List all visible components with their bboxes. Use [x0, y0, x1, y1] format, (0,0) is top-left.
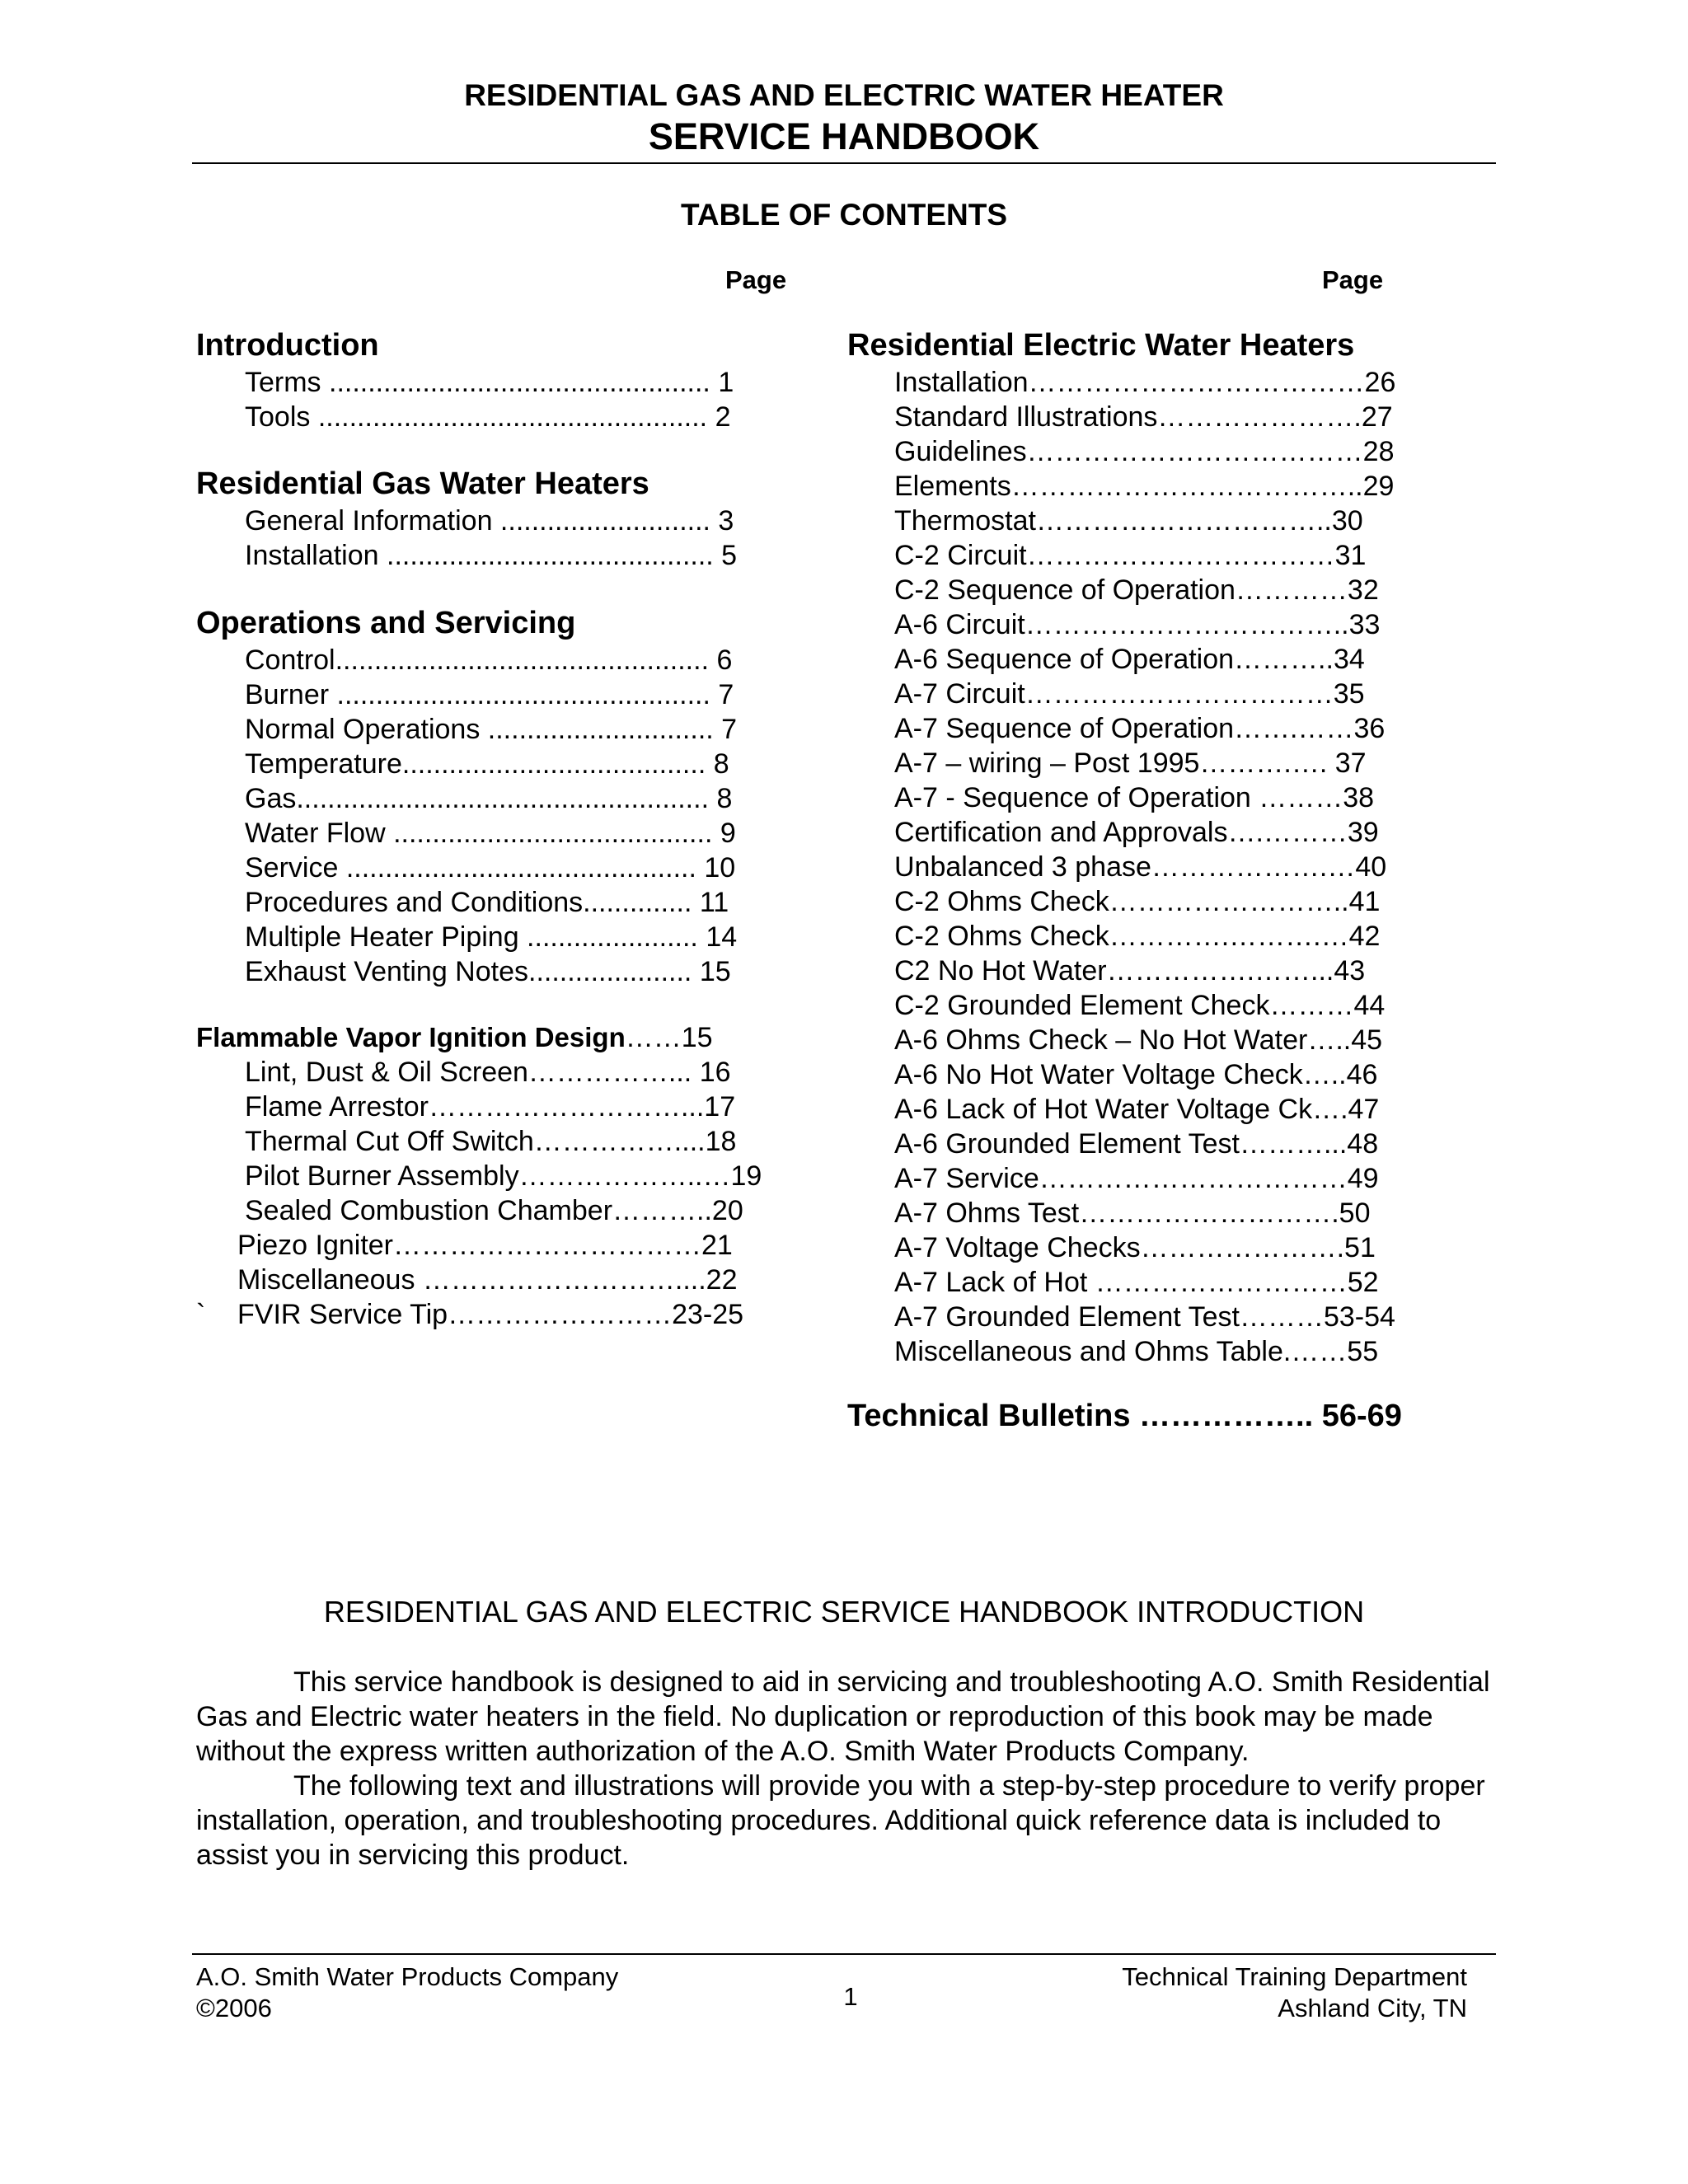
toc-item: Piezo Igniter……………………………21 [237, 1230, 733, 1261]
toc-item: Exhaust Venting Notes..................... 15 [245, 956, 731, 987]
toc-item: C-2 Ohms Check………….……….…42 [894, 921, 1381, 952]
toc-item: A-6 Sequence of Operation………..34 [894, 644, 1365, 675]
toc-item: C-2 Grounded Element Check………44 [894, 990, 1386, 1021]
toc-item: Water Flow ......................................... 9 [245, 818, 736, 849]
toc-section-fvir [196, 1022, 713, 1054]
toc-item: Service ............................................. 10 [245, 852, 736, 883]
toc-item: Multiple Heater Piping ...................... 14 [245, 921, 738, 953]
toc-item: A-7 Grounded Element Test………53-54 [894, 1301, 1395, 1333]
toc-item: Thermal Cut Off Switch……………....18 [245, 1126, 737, 1157]
toc-section-electric-water-heaters: Residential Electric Water Heaters [847, 328, 1355, 363]
toc-item: Unbalanced 3 phase……………….…40 [894, 851, 1387, 883]
toc-item: Installation .......................................... 5 [245, 540, 738, 571]
toc-section-fvir-heading: Flammable Vapor Ignition Design [196, 1022, 626, 1052]
toc-item: A-6 Ohms Check – No Hot Water…..45 [894, 1024, 1383, 1056]
toc-section-technical-bulletins: Technical Bulletins …………….. 56-69 [847, 1399, 1402, 1433]
page-number: 1 [843, 1982, 858, 2011]
document-header-line1: RESIDENTIAL GAS AND ELECTRIC WATER HEATER [464, 78, 1224, 112]
toc-item: Sealed Combustion Chamber………..20 [245, 1195, 743, 1226]
toc-item: Miscellaneous ………………………....22 [237, 1264, 738, 1296]
toc-item: A-6 Grounded Element Test………...48 [894, 1128, 1379, 1160]
toc-item: Temperature....................................... 8 [245, 748, 729, 780]
toc-section-introduction: Introduction [196, 328, 379, 363]
toc-item: Procedures and Conditions.............. 11 [245, 887, 729, 918]
toc-item: A-7 Ohms Test……………………….50 [894, 1197, 1371, 1229]
toc-item: Flame Arrestor………………………...17 [245, 1091, 736, 1122]
header-divider [192, 162, 1496, 164]
toc-item: A-7 - Sequence of Operation ………38 [894, 782, 1375, 813]
toc-item: A-7 Circuit……………………………35 [894, 678, 1365, 710]
toc-item: Gas..................................................... 8 [245, 783, 733, 814]
toc-section-gas-water-heaters: Residential Gas Water Heaters [196, 466, 649, 501]
footer-divider [192, 1953, 1496, 1955]
toc-item: Control................................................ 6 [245, 644, 733, 676]
toc-item: A-7 Voltage Checks………………….51 [894, 1232, 1376, 1263]
footer-department: Technical Training Department [1122, 1962, 1467, 1991]
toc-section-fvir-page: ……15 [625, 1022, 713, 1053]
footer-location: Ashland City, TN [1278, 1994, 1467, 2022]
toc-item: Normal Operations ............................. 7 [245, 714, 738, 745]
toc-item: A-7 Sequence of Operation…….……36 [894, 713, 1386, 744]
footer-company: A.O. Smith Water Products Company [196, 1962, 619, 1991]
toc-item: C-2 Ohms Check……………………..41 [894, 886, 1381, 917]
toc-item: A-7 Lack of Hot ………………………52 [894, 1267, 1379, 1298]
toc-item: Elements………………………………..29 [894, 471, 1395, 502]
toc-item: C-2 Circuit……………………………31 [894, 540, 1367, 571]
introduction-body [196, 1665, 1507, 1872]
footer-copyright: ©2006 [196, 1994, 272, 2022]
toc-item: A-7 Service……………………………49 [894, 1163, 1379, 1194]
toc-item: General Information ........................... 3 [245, 505, 734, 537]
introduction-paragraph-2: The following text and illustrations will provide you with a step-by-step procedure to verify proper installation, operation, and troubleshooting procedures. Additional quick reference data is included to assist you in servicing this product. [196, 1770, 1485, 1871]
toc-item: Burner ................................................ 7 [245, 679, 734, 710]
toc-item: A-6 Circuit……………………………..33 [894, 609, 1381, 640]
toc-item: Tools .................................................. 2 [245, 401, 731, 433]
toc-item: Standard Illustrations………………….27 [894, 401, 1393, 433]
introduction-paragraph-1: This service handbook is designed to aid in servicing and troubleshooting A.O. Smith Residential Gas and Electric water heaters in the field. No duplication or reproduction of this book may be made without the express written authorization of the A.O. Smith Water Products Company. [196, 1666, 1490, 1767]
toc-item: Miscellaneous and Ohms Table.……55 [894, 1336, 1379, 1367]
toc-title: TABLE OF CONTENTS [680, 198, 1007, 232]
page-column-label-left: Page [725, 265, 787, 294]
toc-item: Thermostat…………………………..30 [894, 505, 1363, 537]
toc-item: Certification and Approvals….………39 [894, 817, 1379, 848]
toc-item: A-6 Lack of Hot Water Voltage Ck….47 [894, 1094, 1380, 1125]
toc-item: Guidelines………………………………28 [894, 436, 1395, 467]
toc-item: FVIR Service Tip……………………23-25 [237, 1299, 744, 1330]
toc-stray-mark: ` [196, 1299, 206, 1330]
toc-item: A-7 – wiring – Post 1995……….…. 37 [894, 748, 1367, 779]
toc-section-operations: Operations and Servicing [196, 606, 576, 640]
document-title: SERVICE HANDBOOK [648, 115, 1040, 157]
toc-item: A-6 No Hot Water Voltage Check…..46 [894, 1059, 1378, 1090]
toc-item: C2 No Hot Water…………….……...43 [894, 955, 1366, 987]
toc-item: Installation………………………………26 [894, 367, 1396, 398]
page-column-label-right: Page [1322, 265, 1384, 294]
toc-item: Lint, Dust & Oil Screen……………... 16 [245, 1057, 731, 1088]
toc-item: C-2 Sequence of Operation…………32 [894, 574, 1379, 606]
introduction-title: RESIDENTIAL GAS AND ELECTRIC SERVICE HANDBOOK INTRODUCTION [323, 1595, 1365, 1629]
toc-item: Pilot Burner Assembly………………..…19 [245, 1160, 762, 1192]
toc-item: Terms ................................................. 1 [245, 367, 734, 398]
